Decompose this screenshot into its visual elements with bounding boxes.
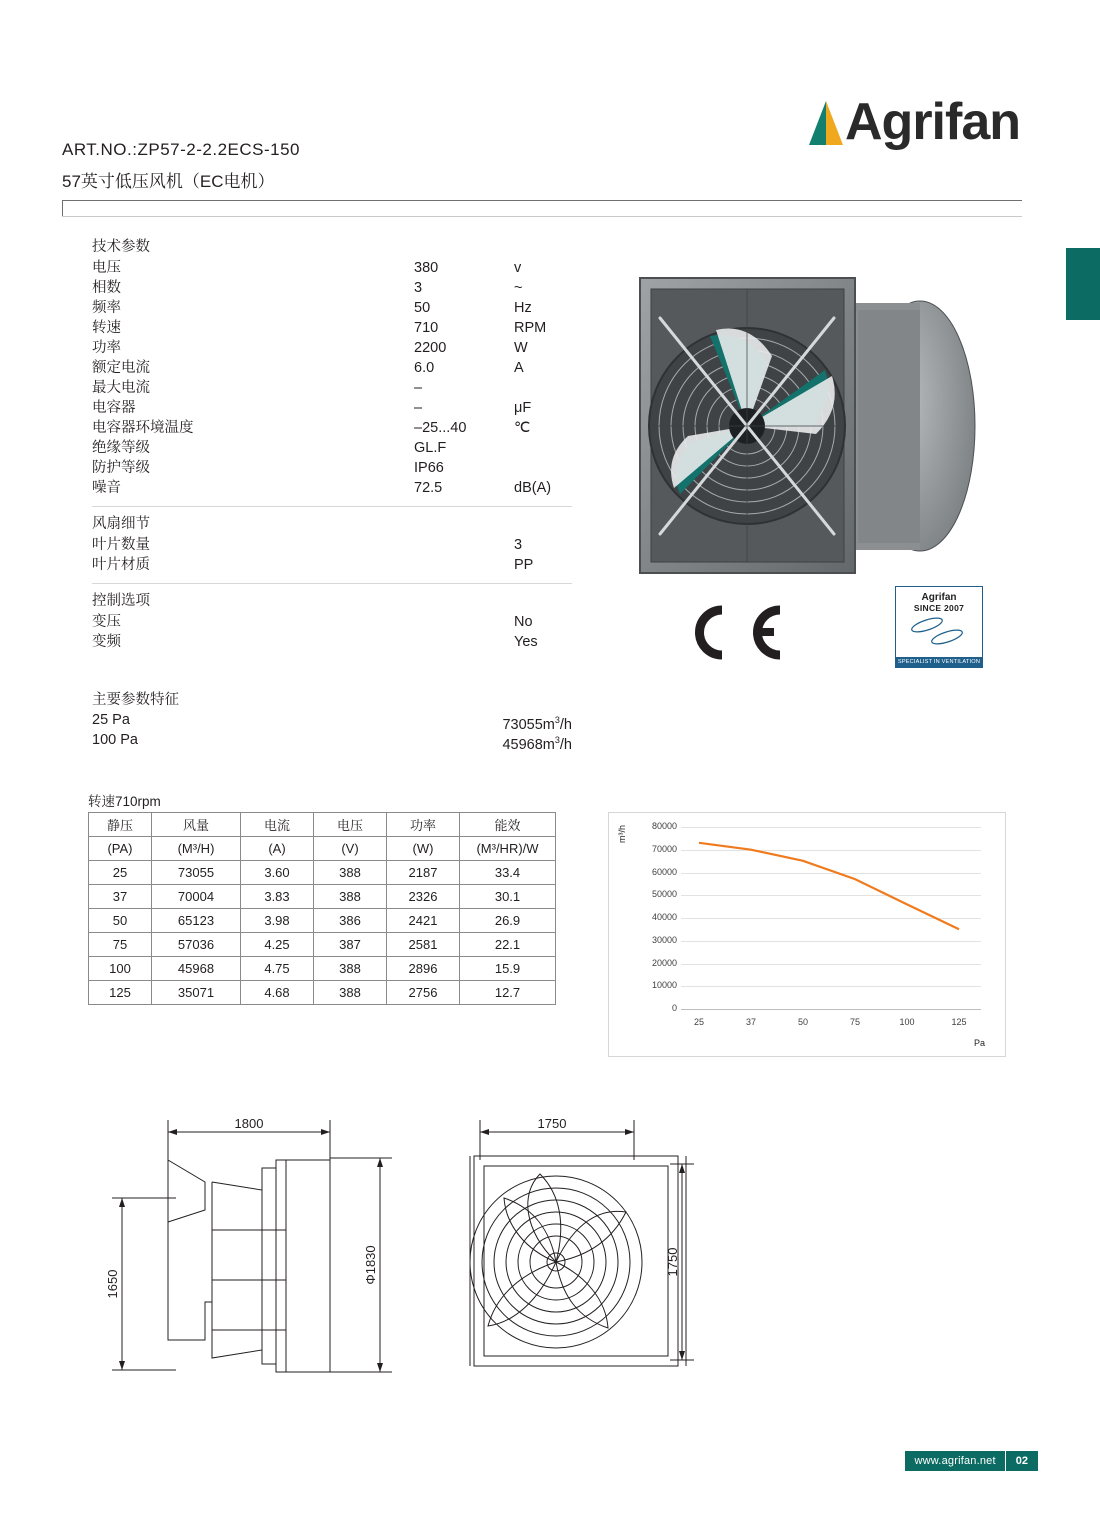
cell: 33.4 xyxy=(460,861,556,885)
spec-label: 绝缘等级 xyxy=(92,440,150,456)
chart-ytick: 70000 xyxy=(651,843,677,854)
cell: 75 xyxy=(89,933,152,957)
chart-ytick: 50000 xyxy=(651,889,677,900)
col-unit: (M³/H) xyxy=(152,837,241,861)
spec-value: –25...40 xyxy=(414,420,467,436)
main-params-row xyxy=(92,730,572,753)
cell: 100 xyxy=(89,957,152,981)
spec-value: 2200 xyxy=(414,340,447,356)
table-row xyxy=(89,933,556,957)
spec-row xyxy=(92,555,572,575)
col-unit: (V) xyxy=(314,837,387,861)
cell: 45968 xyxy=(152,957,241,981)
dim-side-right: Φ1830 xyxy=(363,1245,378,1285)
cell: 35071 xyxy=(152,981,241,1005)
cell: 3.83 xyxy=(241,885,314,909)
brand-name: Agrifan xyxy=(845,93,1020,151)
chart-ytick: 10000 xyxy=(651,980,677,991)
col-unit: (A) xyxy=(241,837,314,861)
chart-ytick: 30000 xyxy=(651,934,677,945)
spec-unit: μF xyxy=(514,400,532,416)
table-header-row xyxy=(89,813,556,837)
spec-unit: ~ xyxy=(514,280,523,296)
footer-url[interactable]: www.agrifan.net xyxy=(905,1451,1004,1471)
main-params-label: 100 Pa xyxy=(92,732,138,748)
cell: 3.60 xyxy=(241,861,314,885)
airflow-chart xyxy=(608,812,1006,1057)
dim-side-top: 1800 xyxy=(234,1116,264,1131)
cell: 388 xyxy=(314,957,387,981)
col-header: 功率 xyxy=(387,813,460,837)
cell: 2187 xyxy=(387,861,460,885)
page-title: 57英寸低压风机（EC电机） xyxy=(62,172,275,191)
cell: 4.68 xyxy=(241,981,314,1005)
badge-since: SINCE 2007 xyxy=(913,603,965,613)
page-number: 02 xyxy=(1005,1451,1038,1471)
spec-list xyxy=(92,236,572,652)
col-unit: (PA) xyxy=(89,837,152,861)
cell: 125 xyxy=(89,981,152,1005)
chart-y-axis-label: m³/h xyxy=(617,825,627,843)
spec-row xyxy=(92,358,572,378)
col-unit: (M³/HR)/W xyxy=(460,837,556,861)
col-header: 电压 xyxy=(314,813,387,837)
spec-label: 电压 xyxy=(92,260,121,276)
spec-label: 叶片材质 xyxy=(92,557,150,573)
chart-ytick: 0 xyxy=(671,1003,677,1013)
cell: 2421 xyxy=(387,909,460,933)
spec-label: 电容器 xyxy=(92,400,136,416)
rpm-label: 转速710rpm xyxy=(88,794,161,809)
cell: 4.25 xyxy=(241,933,314,957)
spec-value: 72.5 xyxy=(414,480,443,496)
dim-side-left: 1650 xyxy=(105,1269,120,1299)
main-params xyxy=(92,690,572,753)
chart-ytick: 40000 xyxy=(651,912,677,922)
divider xyxy=(92,506,572,507)
spec-label: 功率 xyxy=(92,340,121,356)
cell: 12.7 xyxy=(460,981,556,1005)
spec-unit: ℃ xyxy=(514,420,531,436)
divider xyxy=(92,583,572,584)
spec-row xyxy=(92,478,572,498)
cell: 15.9 xyxy=(460,957,556,981)
col-header: 静压 xyxy=(89,813,152,837)
spec-label: 噪音 xyxy=(92,480,121,496)
article-number: ART.NO.:ZP57-2-2.2ECS-150 xyxy=(62,140,300,159)
fan-title: 风扇细节 xyxy=(92,516,150,532)
table-row xyxy=(89,957,556,981)
spec-label: 防护等级 xyxy=(92,460,150,476)
table-header-units-row xyxy=(89,837,556,861)
cell: 22.1 xyxy=(460,933,556,957)
spec-row xyxy=(92,318,572,338)
cell: 3.98 xyxy=(241,909,314,933)
header-rule xyxy=(62,200,1022,201)
spec-row xyxy=(92,458,572,478)
spec-value: – xyxy=(414,400,423,416)
chart-ytick: 80000 xyxy=(651,821,677,831)
cell: 388 xyxy=(314,885,387,909)
spec-unit: Hz xyxy=(514,300,532,316)
cell: 73055 xyxy=(152,861,241,885)
cell: 26.9 xyxy=(460,909,556,933)
table-row xyxy=(89,909,556,933)
cell: 2896 xyxy=(387,957,460,981)
spec-value: 380 xyxy=(414,260,439,276)
spec-unit: A xyxy=(514,360,524,376)
spec-label: 相数 xyxy=(92,280,121,296)
header-tick xyxy=(62,200,63,217)
spec-row xyxy=(92,632,572,652)
chart-xtick: 100 xyxy=(899,1017,915,1027)
logo-mark-icon xyxy=(809,101,843,145)
table-row xyxy=(89,981,556,1005)
table-row xyxy=(89,885,556,909)
col-header: 电流 xyxy=(241,813,314,837)
cell: 70004 xyxy=(152,885,241,909)
header-rule-secondary xyxy=(62,216,1022,217)
spec-value: 3 xyxy=(414,280,423,296)
cell: 2326 xyxy=(387,885,460,909)
cell: 25 xyxy=(89,861,152,885)
spec-value: No xyxy=(514,614,533,630)
tech-title: 技术参数 xyxy=(92,239,150,255)
dim-front-right: 1750 xyxy=(665,1247,680,1277)
spec-value: Yes xyxy=(514,634,538,650)
spec-value: PP xyxy=(514,557,534,573)
cell: 388 xyxy=(314,861,387,885)
spec-label: 最大电流 xyxy=(92,380,150,396)
col-header: 风量 xyxy=(152,813,241,837)
chart-xtick: 25 xyxy=(693,1017,705,1027)
spec-value: 6.0 xyxy=(414,360,435,376)
spec-value: IP66 xyxy=(414,460,444,476)
cell: 4.75 xyxy=(241,957,314,981)
badge-brand: Agrifan xyxy=(921,592,957,603)
chart-ytick: 20000 xyxy=(651,957,677,968)
spec-row xyxy=(92,398,572,418)
main-params-label: 25 Pa xyxy=(92,712,130,728)
spec-row xyxy=(92,612,572,632)
spec-label: 频率 xyxy=(92,300,121,316)
spec-unit: dB(A) xyxy=(514,480,552,496)
spec-label: 转速 xyxy=(92,320,121,336)
chart-x-axis-label: Pa xyxy=(973,1038,985,1048)
table-row xyxy=(89,861,556,885)
spec-value: 3 xyxy=(514,537,523,553)
spec-unit: W xyxy=(514,340,528,356)
cell: 388 xyxy=(314,981,387,1005)
spec-row xyxy=(92,338,572,358)
spec-label: 额定电流 xyxy=(92,360,150,376)
spec-row xyxy=(92,278,572,298)
ce-mark-icon xyxy=(680,605,790,660)
spec-row xyxy=(92,438,572,458)
dim-front-top: 1750 xyxy=(537,1116,567,1131)
spec-value: 710 xyxy=(414,320,439,336)
chart-xtick: 125 xyxy=(951,1017,967,1027)
spec-unit: v xyxy=(514,260,522,276)
cell: 386 xyxy=(314,909,387,933)
brand-logo xyxy=(809,92,1020,152)
cell: 50 xyxy=(89,909,152,933)
col-header: 能效 xyxy=(460,813,556,837)
product-photo xyxy=(620,258,1010,578)
cell: 65123 xyxy=(152,909,241,933)
spec-row xyxy=(92,258,572,278)
side-tab xyxy=(1066,248,1100,320)
spec-row xyxy=(92,535,572,555)
cell: 2581 xyxy=(387,933,460,957)
since-badge xyxy=(895,586,983,668)
chart-xtick: 50 xyxy=(797,1017,809,1027)
chart-xtick: 75 xyxy=(849,1017,861,1027)
cell: 57036 xyxy=(152,933,241,957)
spec-label: 变压 xyxy=(92,614,121,630)
spec-row xyxy=(92,298,572,318)
col-unit: (W) xyxy=(387,837,460,861)
spec-row xyxy=(92,378,572,398)
spec-label: 变频 xyxy=(92,634,121,650)
main-params-value: $45968m^3/h$ xyxy=(502,735,572,753)
cell: 387 xyxy=(314,933,387,957)
spec-unit: RPM xyxy=(514,320,547,336)
main-params-row xyxy=(92,710,572,733)
cell: 37 xyxy=(89,885,152,909)
spec-row xyxy=(92,418,572,438)
cell: 30.1 xyxy=(460,885,556,909)
footer xyxy=(905,1451,1038,1471)
spec-value: – xyxy=(414,380,423,396)
control-title: 控制选项 xyxy=(92,593,150,609)
technical-drawings xyxy=(0,1090,1100,1390)
chart-series-line xyxy=(699,843,959,929)
spec-label: 电容器环境温度 xyxy=(92,420,194,436)
performance-table xyxy=(88,812,556,1005)
chart-ytick: 60000 xyxy=(651,866,677,877)
main-params-title: 主要参数特征 xyxy=(92,692,179,708)
chart-plot-area xyxy=(651,821,981,1027)
cell: 2756 xyxy=(387,981,460,1005)
chart-xtick: 37 xyxy=(745,1017,757,1027)
spec-value: GL.F xyxy=(414,440,447,456)
spec-label: 叶片数量 xyxy=(92,537,150,553)
badge-tagline: SPECIALIST IN VENTILATION xyxy=(897,659,981,665)
main-params-value: $73055m^3/h$ xyxy=(502,715,572,733)
spec-value: 50 xyxy=(414,300,431,316)
